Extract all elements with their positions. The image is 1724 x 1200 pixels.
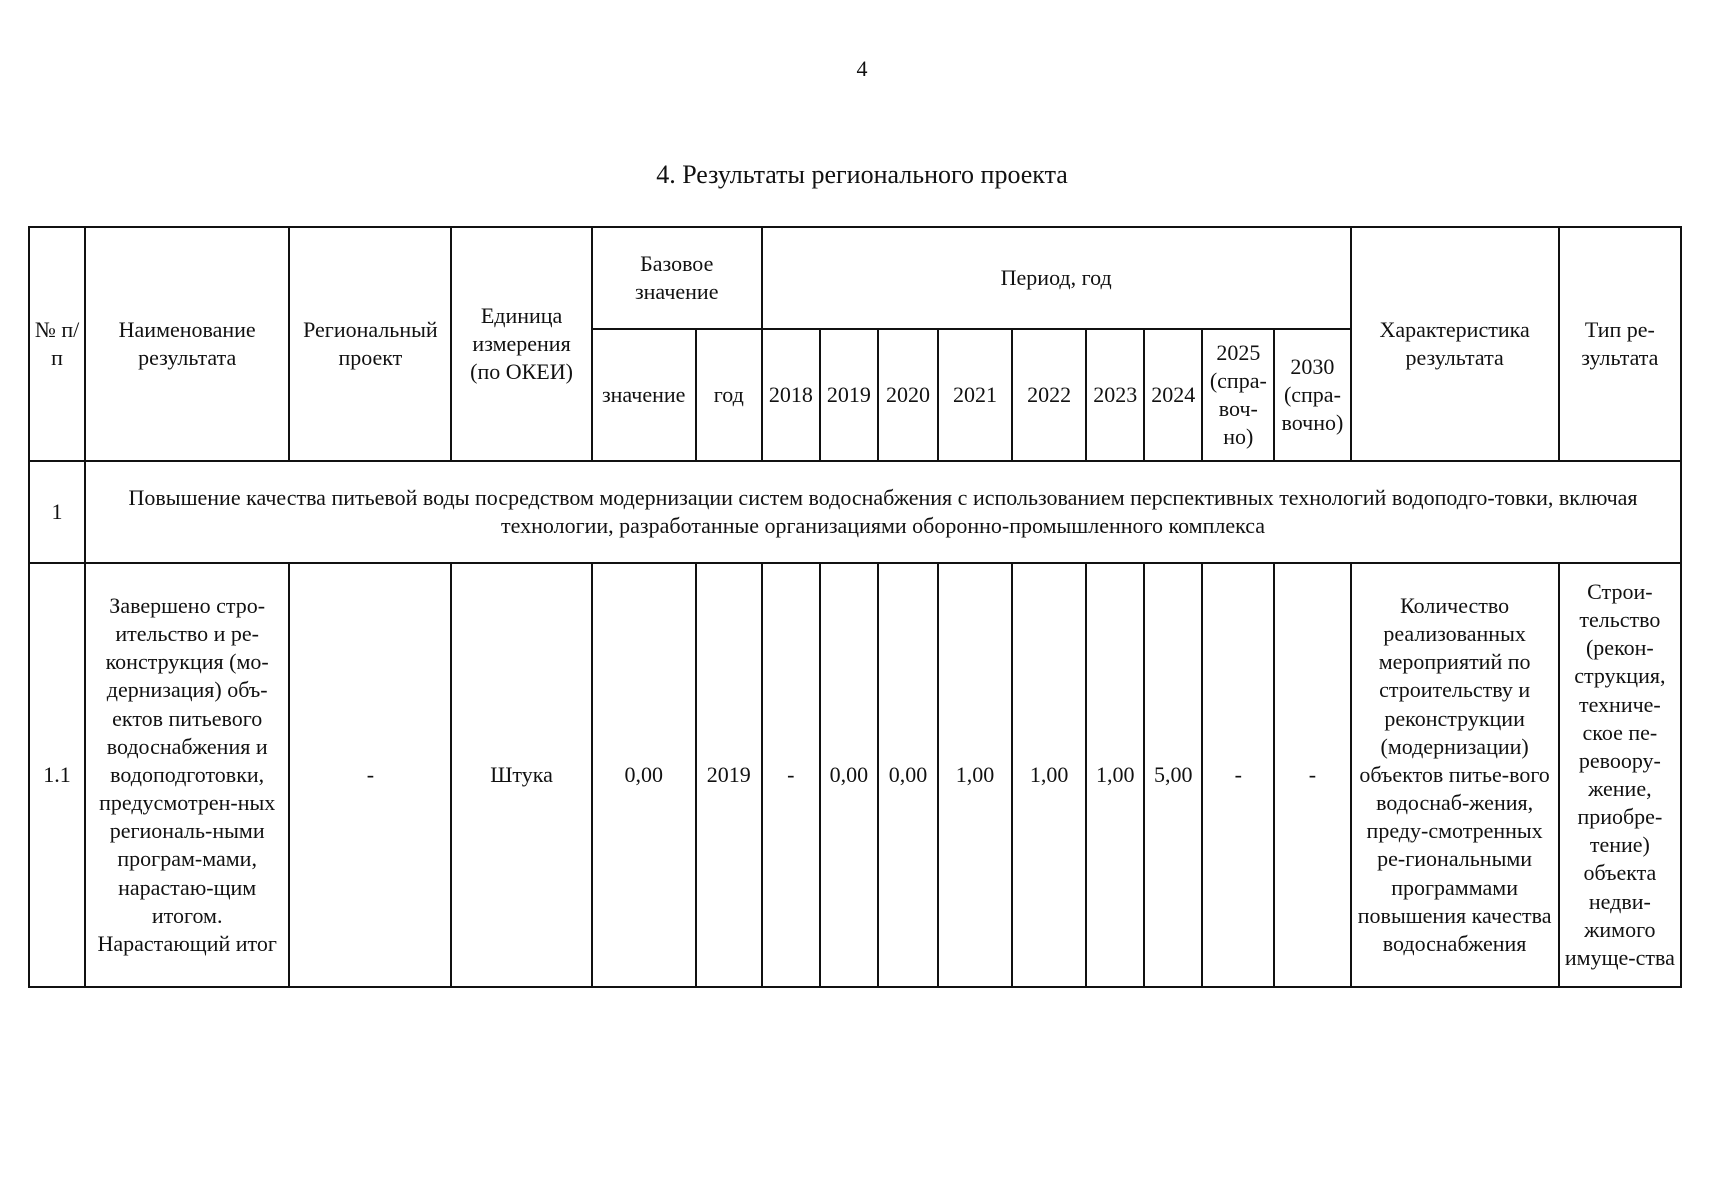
row-value-2023: 1,00 (1086, 563, 1144, 987)
header-year-2020: 2020 (878, 329, 938, 461)
row-value-2019: 0,00 (820, 563, 878, 987)
header-year-2018: 2018 (762, 329, 820, 461)
section-num: 1 (29, 461, 85, 563)
row-value-2018: - (762, 563, 820, 987)
row-characteristic: Количество реализованных мероприятий по строительству и реконструкции (модернизации) объектов питье-вого водоснаб-жения, преду-смотренных ре-гиональными программами повышения качества водоснабжения (1351, 563, 1559, 987)
header-period: Период, год (762, 227, 1351, 329)
header-name: Наименование результата (85, 227, 289, 461)
row-value-2022: 1,00 (1012, 563, 1086, 987)
row-name: Завершено стро-ительство и ре-конструкция (мо-дернизация) объ-ектов питьевого водоснабжения и водоподготовки, предусмотрен-ных региональ-ными програм-мами, нарастаю-щим итогом. Нарастающий итог (85, 563, 289, 987)
row-value-2024: 5,00 (1144, 563, 1202, 987)
header-year-2030: 2030 (спра-вочно) (1274, 329, 1350, 461)
header-regional-project: Региональный проект (289, 227, 451, 461)
header-year-2025: 2025 (спра-воч-но) (1202, 329, 1274, 461)
page-title: 4. Результаты регионального проекта (656, 160, 1068, 189)
row-base-value: 0,00 (592, 563, 696, 987)
header-base-value-year: год (696, 329, 762, 461)
page-number: 4 (856, 56, 868, 81)
header-num: № п/п (29, 227, 85, 461)
header-unit: Единица измерения (по ОКЕИ) (451, 227, 591, 461)
row-value-2020: 0,00 (878, 563, 938, 987)
header-base-value-value: значение (592, 329, 696, 461)
row-value-2030: - (1274, 563, 1350, 987)
table-row (29, 563, 1681, 987)
row-base-year: 2019 (696, 563, 762, 987)
row-regional-project: - (289, 563, 451, 987)
results-table (28, 226, 1682, 988)
header-year-2022: 2022 (1012, 329, 1086, 461)
header-year-2024: 2024 (1144, 329, 1202, 461)
row-num: 1.1 (29, 563, 85, 987)
row-type: Строи-тельство (рекон-струкция, техниче-ское пе-ревоору-жение, приобре-тение) объекта недви-жимого имуще-ства (1559, 563, 1681, 987)
row-value-2025: - (1202, 563, 1274, 987)
section-row (29, 461, 1681, 563)
header-year-2019: 2019 (820, 329, 878, 461)
header-year-2021: 2021 (938, 329, 1012, 461)
header-type: Тип ре-зультата (1559, 227, 1681, 461)
section-text: Повышение качества питьевой воды посредством модернизации систем водоснабжения с использованием перспективных технологий водоподго-товки, включая технологии, разработанные организациями оборонно-промышленного комплекса (85, 461, 1681, 563)
header-characteristic: Характеристика результата (1351, 227, 1559, 461)
header-base-value: Базовое значение (592, 227, 762, 329)
row-unit: Штука (451, 563, 591, 987)
row-value-2021: 1,00 (938, 563, 1012, 987)
header-year-2023: 2023 (1086, 329, 1144, 461)
